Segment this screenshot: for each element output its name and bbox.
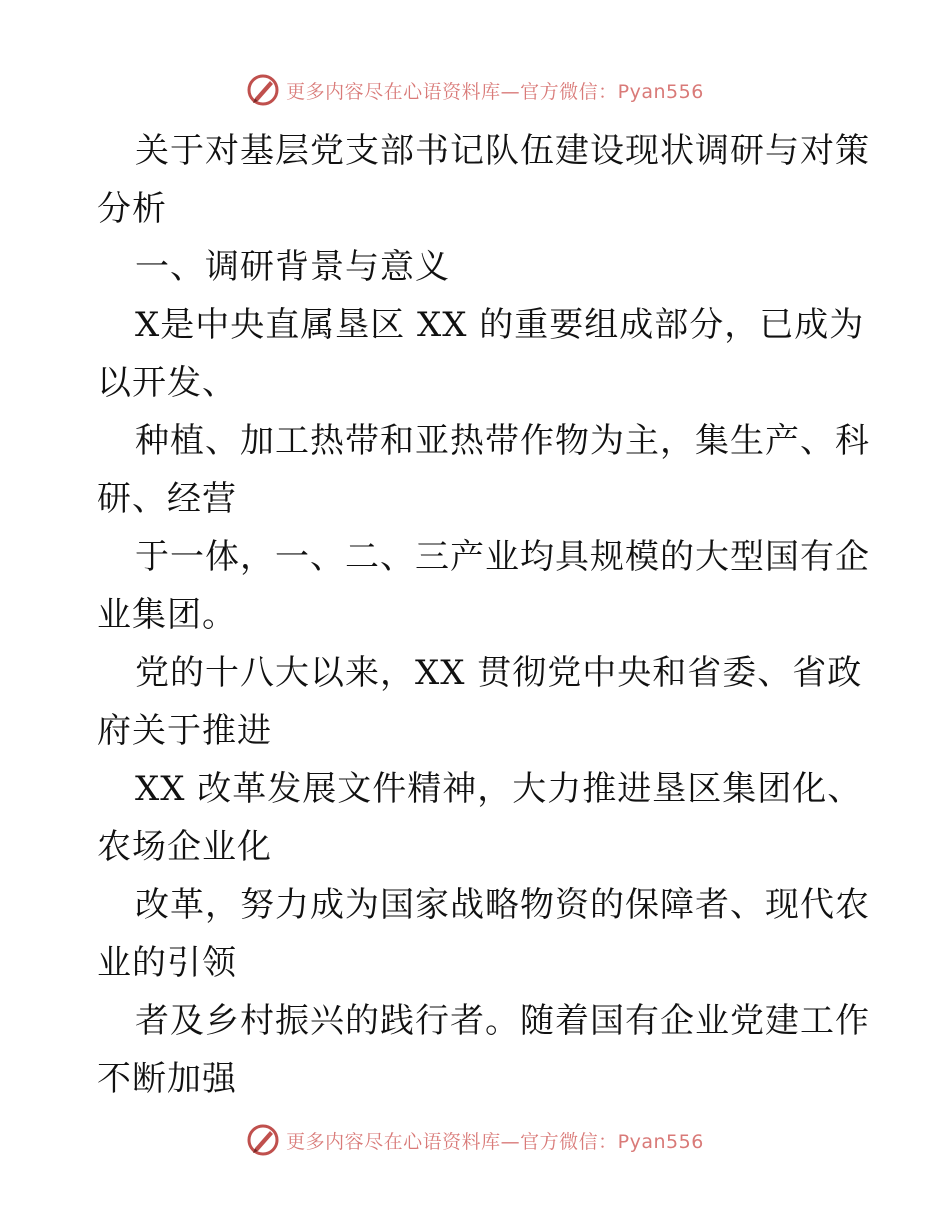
- document-line: 分析: [97, 189, 167, 229]
- header-watermark-text: 更多内容尽在心语资料库—官方微信：Pyan556: [286, 80, 704, 103]
- document-line: X是中央直属垦区 XX 的重要组成部分，已成为: [135, 305, 865, 345]
- document-line: 一、调研背景与意义: [135, 247, 450, 287]
- pen-logo-icon: [246, 1123, 280, 1157]
- document-line: 关于对基层党支部书记队伍建设现状调研与对策: [135, 131, 870, 171]
- document-line: 业集团。: [97, 595, 237, 635]
- document-line: 种植、加工热带和亚热带作物为主，集生产、科: [135, 421, 870, 461]
- document-line: 以开发、: [97, 363, 237, 403]
- document-line: 业的引领: [97, 943, 237, 983]
- document-line: 于一体，一、二、三产业均具规模的大型国有企: [135, 537, 870, 577]
- footer-watermark-banner: [0, 1120, 950, 1160]
- document-line: 党的十八大以来，XX 贯彻党中央和省委、省政: [135, 653, 863, 693]
- document-line: 农场企业化: [97, 827, 272, 867]
- document-body: [97, 122, 870, 1108]
- document-line: 改革，努力成为国家战略物资的保障者、现代农: [135, 885, 870, 925]
- header-watermark-banner: [0, 70, 950, 110]
- document-line: 不断加强: [97, 1059, 237, 1099]
- document-line: 者及乡村振兴的践行者。随着国有企业党建工作: [135, 1001, 870, 1041]
- pen-logo-icon: [246, 73, 280, 107]
- document-line: 府关于推进: [97, 711, 272, 751]
- document-line: 研、经营: [97, 479, 237, 519]
- document-line: XX 改革发展文件精神，大力推进垦区集团化、: [135, 769, 863, 809]
- footer-watermark-text: 更多内容尽在心语资料库—官方微信：Pyan556: [286, 1130, 704, 1153]
